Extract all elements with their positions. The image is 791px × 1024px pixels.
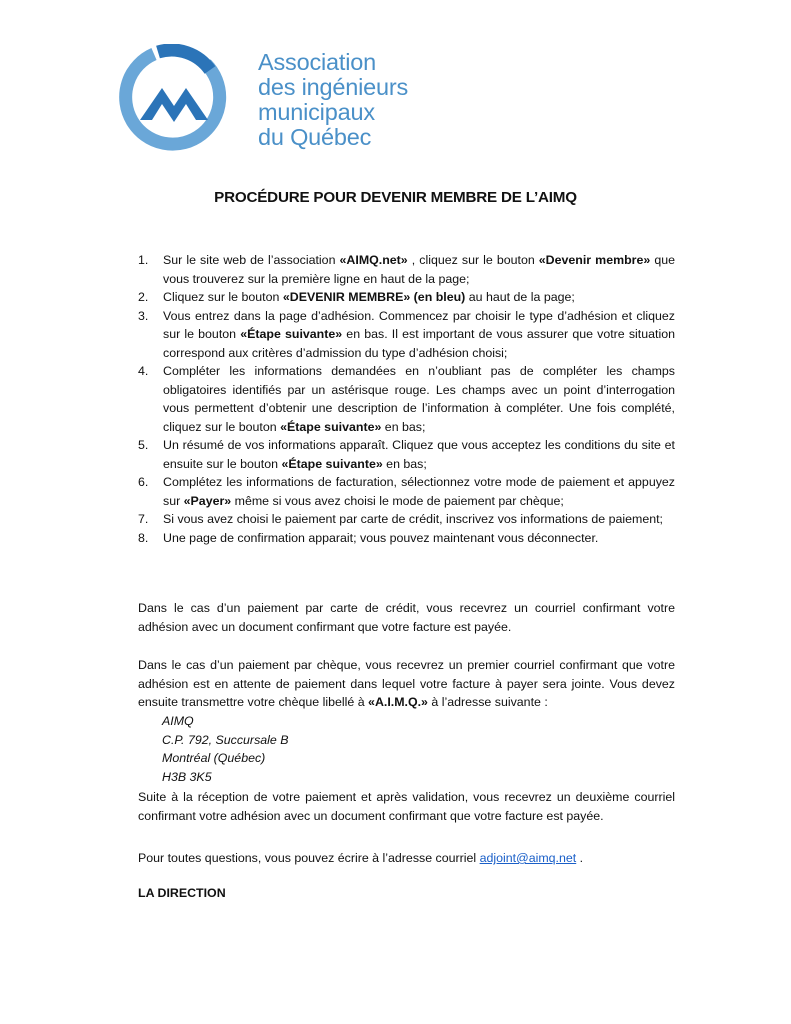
procedure-step [138,473,675,510]
step-emphasis: «Devenir membre» [538,253,651,267]
validation-paragraph: Suite à la réception de votre paiement et après validation, vous recevrez un deuxième courriel confirmant votre adhésion avec un document confirmant que votre facture est payée. [138,790,675,823]
procedure-step [138,436,675,473]
contact-paragraph [138,849,675,868]
step-text: Sur le site web de l’association [163,253,340,267]
credit-card-paragraph: Dans le cas d’un paiement par carte de crédit, vous recevrez un courriel confirmant votre adhésion avec un document confirmant que votre facture est payée. [138,601,675,634]
procedure-step [138,307,675,363]
cheque-text-before: Dans le cas d’un paiement par chèque, vous recevrez un premier courriel confirmant que votre adhésion est en attente de paiement dans lequel votre facture à payer sera jointe. Vous devez ensuite transmettre votre chèque libellé à [138,658,675,709]
email-link[interactable]: adjoint@aimq.net [479,851,577,865]
step-emphasis: «Payer» [183,493,232,508]
procedure-step [138,362,675,436]
step-text: Une page de confirmation apparait; vous pouvez maintenant vous déconnecter. [163,530,599,545]
address-line: Montréal (Québec) [162,751,266,765]
organization-name [258,50,408,150]
step-text: Compléter les informations demandées en n’oubliant pas de compléter les champs obligatoires identifiés par un astérisque rouge. Les champs avec un point d’interrogation vous permettent d’obtenir une description de l’information à compléter. Une fois complété, cliquez sur le bouton [163,364,675,434]
step-emphasis: «DEVENIR MEMBRE» (en bleu) [282,290,466,304]
step-text: en bas; [382,456,427,471]
step-number: 1. [138,253,149,267]
aimq-logo-icon [118,44,228,154]
step-number: 2. [138,290,149,304]
step-text: au haut de la page; [465,290,575,304]
step-number: 6. [138,475,149,489]
step-text: Vous entrez dans la page d’adhésion. Commencez par choisir le type d’adhésion et cliquez sur le bouton [163,308,675,341]
step-emphasis: «Étape suivante» [281,456,383,471]
address-line: H3B 3K5 [162,769,212,784]
procedure-step [138,251,675,288]
cheque-payee: «A.I.M.Q.» [368,695,428,709]
page-title: PROCÉDURE POUR DEVENIR MEMBRE DE L’AIMQ [214,189,577,206]
procedure-step [138,288,675,307]
org-name-line: du Québec [258,124,372,150]
step-text: en bas. Il est important de vous assurer que votre situation correspond aux critères d’admission du type d’adhésion choisi; [163,327,675,360]
step-text: Un résumé de vos informations apparaît. Cliquez que vous acceptez les conditions du site et ensuite sur le bouton [163,438,675,471]
procedure-step [138,529,675,548]
step-number: 8. [138,530,149,545]
contact-text-after: . [576,851,584,865]
step-text: Si vous avez choisi le paiement par carte de crédit, inscrivez vos informations de paiement; [163,512,663,526]
step-text: que vous trouverez sur la première ligne en haut de la page; [163,253,676,286]
step-emphasis: «Étape suivante» [280,419,382,434]
step-emphasis: «Étape suivante» [240,327,343,341]
step-text: même si vous avez choisi le mode de paiement par chèque; [231,493,564,508]
address-line: C.P. 792, Succursale B [162,732,289,747]
step-number: 5. [138,438,149,452]
mailing-address [162,712,289,786]
org-name-line: municipaux [258,99,375,125]
address-line: AIMQ [162,714,194,728]
cheque-paragraph [138,656,675,712]
procedure-steps-list [138,251,675,547]
step-number: 4. [138,364,149,378]
procedure-step [138,510,675,529]
step-text: , cliquez sur le bouton [407,253,539,267]
step-text: Complétez les informations de facturation, sélectionnez votre mode de paiement et appuyez sur [163,475,675,508]
contact-text-before: Pour toutes questions, vous pouvez écrire à l’adresse courriel [138,851,480,865]
step-emphasis: «AIMQ.net» [339,253,408,267]
step-number: 3. [138,308,149,323]
step-text: Cliquez sur le bouton [163,290,283,304]
step-number: 7. [138,512,149,526]
cheque-text-after: à l’adresse suivante : [427,695,548,709]
step-text: en bas; [381,419,426,434]
signature: LA DIRECTION [138,886,226,900]
org-name-line: des ingénieurs [258,74,409,100]
org-name-line: Association [258,49,376,75]
